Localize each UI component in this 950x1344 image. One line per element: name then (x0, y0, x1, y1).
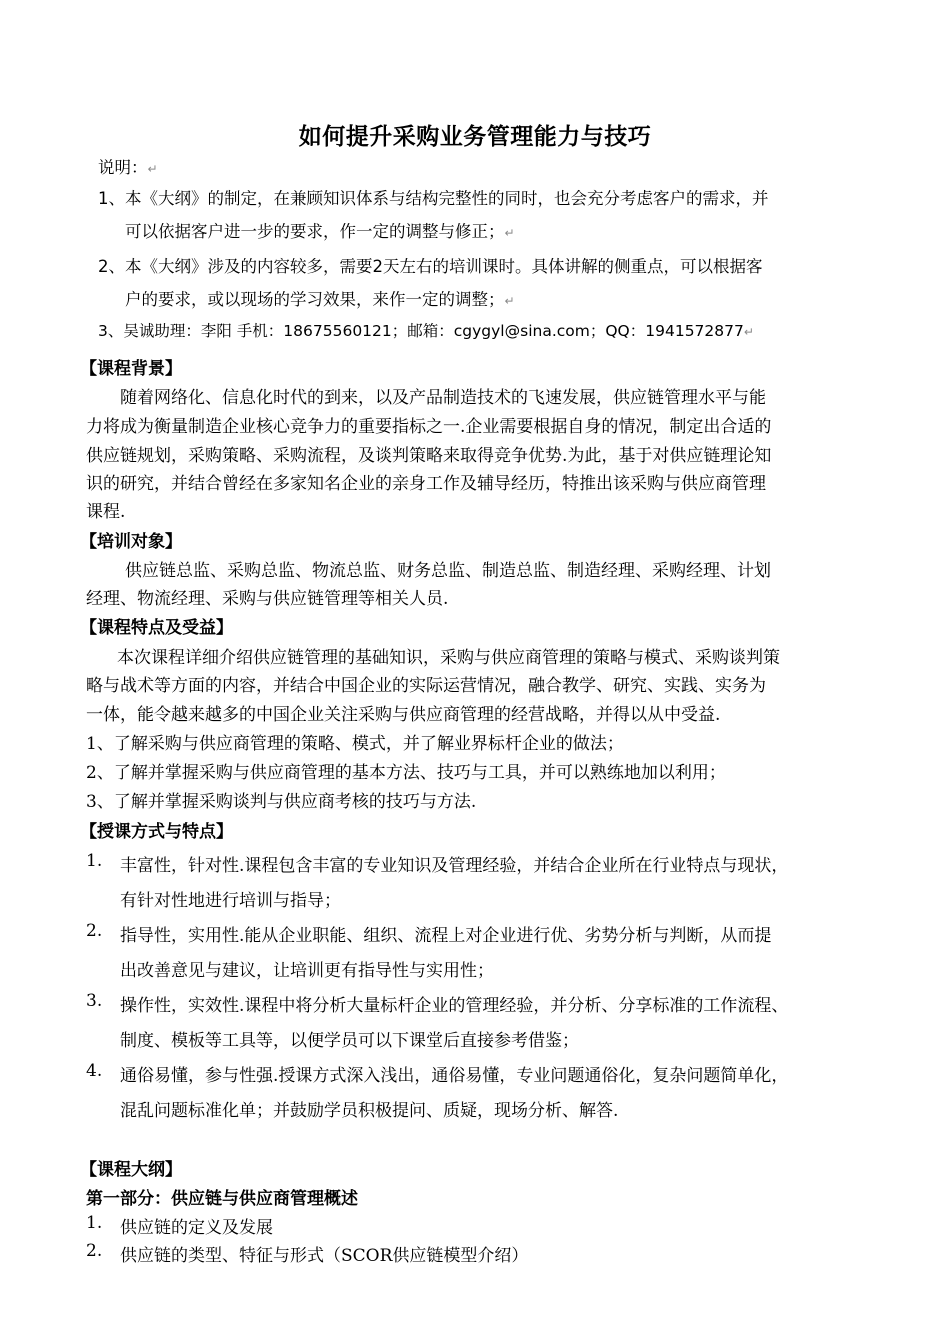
background-line-1: 随着网络化、信息化时代的到来，以及产品制造技术的飞速发展，供应链管理水平与能 (120, 388, 766, 408)
outline-item-1: 供应链的定义及发展 (120, 1218, 273, 1238)
outline-item-2: 供应链的类型、特征与形式（SCOR供应链模型介绍） (120, 1246, 529, 1266)
features-heading: 【课程特点及受益】 (80, 618, 233, 638)
outline-heading: 【课程大纲】 (80, 1160, 182, 1180)
features-benefit-3: 3、了解并掌握采购谈判与供应商考核的技巧与方法. (86, 792, 477, 812)
outline-item-1-number: 1. (86, 1213, 103, 1233)
note-line-3: 2、本《大纲》涉及的内容较多，需要2天左右的培训课时。具体讲解的侧重点，可以根据客 (98, 257, 763, 276)
method-4-line-1: 通俗易懂，参与性强.授课方式深入浅出，通俗易懂，专业问题通俗化，复杂问题简单化， (120, 1066, 789, 1086)
method-1-line-1: 丰富性，针对性.课程包含丰富的专业知识及管理经验，并结合企业所在行业特点与现状， (120, 856, 789, 876)
method-3-number: 3. (86, 991, 103, 1011)
audience-heading: 【培训对象】 (80, 532, 182, 552)
features-benefit-2: 2、了解并掌握采购与供应商管理的基本方法、技巧与工具，并可以熟练地加以利用； (86, 763, 726, 783)
background-line-2: 力将成为衡量制造企业核心竞争力的重要指标之一.企业需要根据自身的情况，制定出合适的 (86, 417, 772, 437)
background-heading: 【课程背景】 (80, 359, 182, 379)
features-line-1: 本次课程详细介绍供应链管理的基础知识，采购与供应商管理的策略与模式、采购谈判策 (117, 648, 780, 668)
method-4-number: 4. (86, 1061, 103, 1081)
document-title: 如何提升采购业务管理能力与技巧 (298, 124, 652, 150)
features-line-3: 一体，能令越来越多的中国企业关注采购与供应商管理的经营战略，并得以从中受益. (86, 705, 721, 725)
outline-item-2-number: 2. (86, 1241, 103, 1261)
method-1-line-2: 有针对性地进行培训与指导； (120, 891, 341, 911)
note-line-4: 户的要求，或以现场的学习效果，来作一定的调整；↵ (125, 290, 515, 309)
audience-line-2: 经理、物流经理、采购与供应链管理等相关人员. (86, 589, 449, 609)
method-2-line-2: 出改善意见与建议，让培训更有指导性与实用性； (120, 961, 494, 981)
background-line-4: 识的研究，并结合曾经在多家知名企业的亲身工作及辅导经历，特推出该采购与供应商管理 (86, 474, 766, 494)
features-line-2: 略与战术等方面的内容，并结合中国企业的实际运营情况，融合教学、研究、实践、实务为 (86, 676, 766, 696)
audience-line-1: 供应链总监、采购总监、物流总监、财务总监、制造总监、制造经理、采购经理、计划 (125, 561, 771, 581)
method-2-number: 2. (86, 921, 103, 941)
method-4-line-2: 混乱问题标准化单；并鼓励学员积极提问、质疑，现场分析、解答. (120, 1101, 619, 1121)
note-line-5: 3、吴诚助理：李阳 手机：18675560121；邮箱：cgygyl@sina.com；QQ：1941572877↵ (98, 322, 754, 340)
paragraph-mark-icon: ↵ (504, 226, 515, 240)
paragraph-mark-icon: ↵ (504, 294, 515, 308)
paragraph-mark-icon: ↵ (743, 325, 754, 339)
paragraph-mark-icon: ↵ (147, 162, 158, 176)
note-line-2: 可以依据客户进一步的要求，作一定的调整与修正；↵ (125, 222, 515, 241)
note-line-1: 1、本《大纲》的制定，在兼顾知识体系与结构完整性的同时，也会充分考虑客户的需求，并 (98, 189, 769, 208)
methods-heading: 【授课方式与特点】 (80, 822, 233, 842)
method-3-line-1: 操作性，实效性.课程中将分析大量标杆企业的管理经验，并分析、分享标准的工作流程、 (120, 996, 789, 1016)
notes-label: 说明：↵ (98, 158, 158, 177)
method-3-line-2: 制度、模板等工具等，以便学员可以下课堂后直接参考借鉴； (120, 1031, 579, 1051)
background-line-3: 供应链规划，采购策略、采购流程，及谈判策略来取得竞争优势.为此，基于对供应链理论知 (86, 446, 772, 466)
background-line-5: 课程. (86, 502, 126, 522)
outline-part-1: 第一部分：供应链与供应商管理概述 (86, 1189, 358, 1209)
method-2-line-1: 指导性，实用性.能从企业职能、组织、流程上对企业进行优、劣势分析与判断，从而提 (120, 926, 772, 946)
method-1-number: 1. (86, 851, 103, 871)
features-benefit-1: 1、了解采购与供应商管理的策略、模式，并了解业界标杆企业的做法； (86, 734, 624, 754)
